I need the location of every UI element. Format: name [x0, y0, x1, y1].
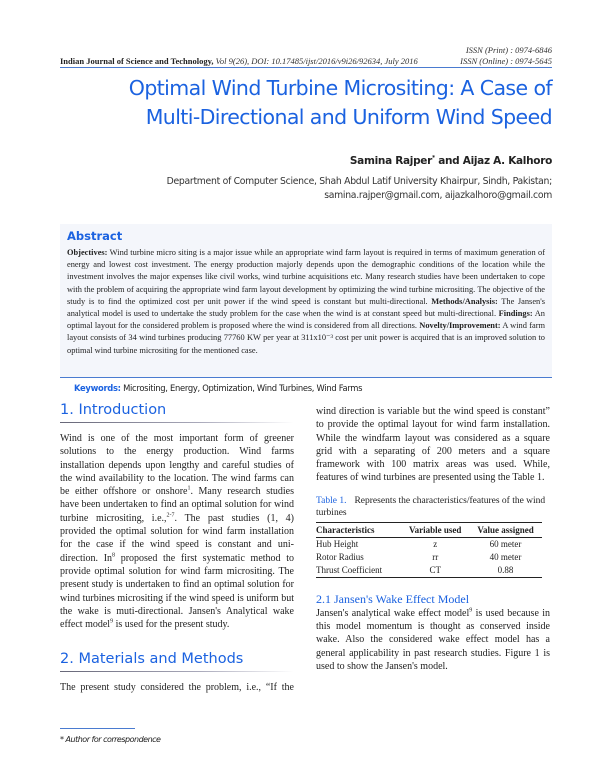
table-caption [316, 495, 546, 519]
column-header: Value assigned [469, 522, 542, 537]
cell: z [433, 539, 438, 550]
text: . The past studies (1, 4) provided the optimal solution for wind farm installation for the case if the wind speed is constant and uni- direction. In [60, 512, 295, 564]
cell: 60 meter [489, 539, 522, 550]
cell: Hub Height [316, 539, 359, 550]
subsection-heading-jansen: 2.1 Jansen's Wake Effect Model [316, 591, 470, 606]
cell: rr [432, 552, 439, 563]
table-caption-text: Represents the characteristics/features of the wind turbines [316, 495, 546, 518]
issn-print: ISSN (Print) : 0974-6846 [465, 45, 552, 55]
characteristics-table [316, 522, 542, 578]
paper-title [82, 74, 552, 132]
section-heading-materials-methods: 2. Materials and Methods [60, 651, 293, 672]
table-row [316, 537, 542, 551]
text: is used because in this model momentum is thought as conserved inside wake. Also the considered wake effect model has a general applicability in past research studies. Figure 1 is used to show the Jansen's model. [316, 607, 550, 672]
abstract-box [60, 224, 552, 378]
affiliation: Department of Computer Science, Shah Abdul Latif University Khairpur, Sindh, Pakistan; [166, 176, 552, 187]
table-header-row [316, 522, 542, 537]
table-label: Table 1. [316, 495, 347, 506]
left-column [60, 402, 294, 695]
citation: 1 [187, 485, 191, 492]
table-row [316, 564, 542, 578]
methods-label: Methods/Analysis: [431, 296, 498, 306]
objectives-label: Objectives: [67, 248, 108, 257]
novelty-label: Novelty/Improvement: [419, 321, 501, 331]
title-line-1: Optimal Wind Turbine Micrositing: A Case of [128, 76, 552, 100]
author-2: and Aijaz A. Kalhoro [434, 155, 552, 167]
title-line-2: Multi-Directional and Uniform Wind Speed [145, 105, 552, 129]
findings-label: Findings: [498, 309, 533, 319]
text: Jansen's analytical wake effect model [316, 607, 470, 619]
citation: 9 [469, 607, 473, 614]
text: . Many research studies have been undertaken to find an optimal solution for wind turbine micrositing, i.e., [60, 486, 294, 524]
methods-paragraph-start: The present study considered the problem, i.e., “If the [60, 682, 294, 694]
findings-text: An optimal layout for the considered problem is proposed where the wind is considered from all directions. [67, 309, 545, 331]
affiliation-block [167, 175, 552, 203]
corresponding-mark: * [432, 154, 435, 162]
column-header: Variable used [401, 522, 469, 537]
citation: 9 [110, 618, 114, 625]
objectives-text: Wind turbine micro siting is a major issue while an appropriate wind farm layout is required in terms of maximum generation of energy and lowest cost investment. The energy production majorly depends upon the demographic conditions of the location while the investment involves the major expenses like civil works, wind turbine acquisitions etc. Many research studies have been undertaken to cope with the problem of acquiring the appropriate wind farm layout development by optimizing the wind turbine micrositing. The objective of the study is to find the optimized cost per unit power if the wind speed is constant but multi-directional. [67, 248, 545, 306]
cell: CT [401, 564, 469, 578]
column-header: Characteristics [316, 522, 401, 537]
abstract-heading: Abstract [67, 229, 123, 243]
keywords [74, 383, 362, 393]
issn-online: ISSN (Online) : 0974-5645 [460, 56, 552, 66]
journal-meta: Vol 9(26), DOI: 10.17485/ijst/2016/v9i26/92634, July 2016 [213, 56, 418, 66]
authors [350, 155, 552, 167]
right-column [316, 405, 550, 673]
issn [460, 45, 552, 67]
journal-name: Indian Journal of Science and Technology, [60, 56, 214, 66]
abstract-text [67, 247, 545, 357]
header-divider [60, 67, 552, 68]
keywords-text: Micrositing, Energy, Optimization, Wind Turbines, Wind Farms [120, 383, 363, 393]
citation: 8 [112, 552, 116, 559]
cell: Rotor Radius [316, 552, 364, 563]
methods-text: The Jansen's analytical model is used to undertake the study problem for the case when the wind is at constant speed but multi-directional. [67, 296, 545, 319]
footnote: * Author for correspondence [60, 735, 161, 744]
methods-paragraph-continued: wind direction is variable but the wind speed is constant” to provide the optimal layout for wind farm installation. While the windfarm layout was considered as a square grid with a separating of 200 meters and a square framework with 100 matrix areas was used. While, features of wind turbines are presented using the Table 1. [316, 406, 550, 484]
footnote-divider [60, 728, 135, 729]
text: Wind is one of the most important form of greener solutions to the energy production. Wind farms installation depends upon lengthy and careful studies of the wind availability to the location. The wind farms can be either offshore or onshore [60, 433, 294, 498]
cell: 0.88 [469, 564, 542, 578]
author-emails: samina.rajper@gmail.com, aijazkalhoro@gmail.com [324, 190, 552, 201]
keywords-label: Keywords: [74, 383, 121, 393]
table-row [316, 551, 542, 564]
introduction-paragraph [60, 432, 294, 631]
text: is used for the present study. [113, 619, 230, 631]
section-heading-introduction: 1. Introduction [60, 402, 293, 423]
citation: 2-7 [166, 512, 175, 519]
journal-citation [60, 56, 418, 66]
text: proposed the first systematic method to provide optimal solution for wind farm micrositing. The present study is undertaken to find an optimal solution for wind turbines micrositing if the wind speed is uniform but the wake is muti-directional. Jansen's Analytical wake effect model [60, 552, 294, 631]
novelty-text: A wind farm layout consists of 34 wind turbines producing 77760 KW per year at 311x10⁻³ cost per unit power is acquired that is an improved solution to optimal wind turbine micrositing for the mentioned case. [67, 321, 545, 355]
cell: 40 meter [489, 552, 522, 563]
cell: Thrust Coefficient [316, 564, 401, 578]
author-1: Samina Rajper [349, 155, 433, 167]
jansen-paragraph [316, 607, 550, 673]
